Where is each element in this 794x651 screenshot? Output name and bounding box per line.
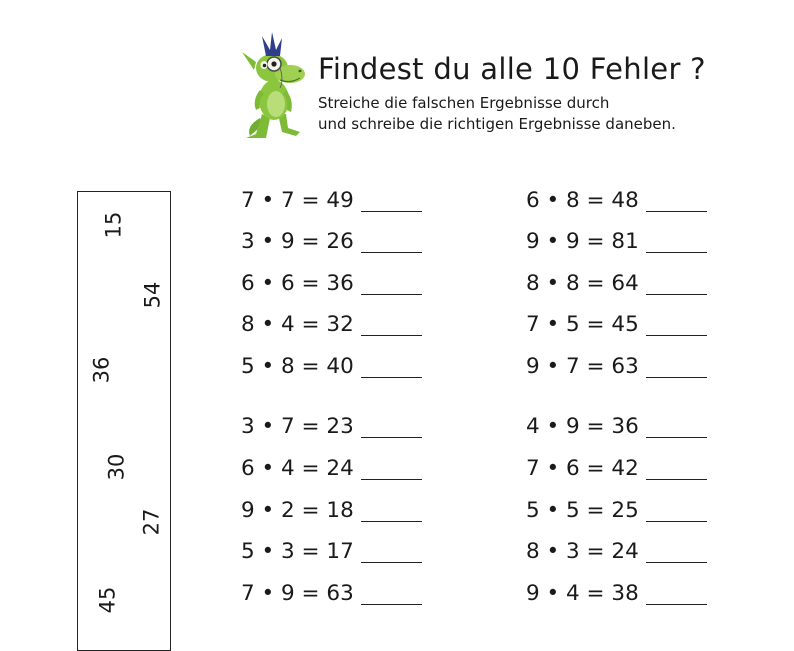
answer-blank[interactable]: [361, 521, 422, 522]
instruction-line-1: Streiche die falschen Ergebnisse durch: [318, 94, 610, 112]
dragon-mascot-illustration: [236, 22, 310, 140]
answer-blank[interactable]: [646, 521, 707, 522]
task-equation: 5 • 8 = 40: [241, 354, 354, 379]
hint-number: 54: [140, 281, 165, 309]
answer-blank[interactable]: [646, 562, 707, 563]
task-equation: 9 • 7 = 63: [526, 354, 639, 379]
task-equation: 3 • 9 = 26: [241, 229, 354, 254]
task-right-1: [526, 188, 639, 214]
answer-blank[interactable]: [361, 252, 422, 253]
answer-blank[interactable]: [646, 211, 707, 212]
task-equation: 7 • 6 = 42: [526, 456, 639, 481]
answer-blank[interactable]: [646, 294, 707, 295]
answer-blank[interactable]: [646, 437, 707, 438]
task-equation: 9 • 4 = 38: [526, 581, 639, 606]
task-left-7: [241, 456, 354, 482]
task-equation: 3 • 7 = 23: [241, 414, 354, 439]
task-right-8: [526, 498, 639, 524]
answer-blank[interactable]: [361, 335, 422, 336]
hint-number: 30: [104, 453, 129, 481]
task-equation: 7 • 7 = 49: [241, 188, 354, 213]
task-right-6: [526, 414, 639, 440]
task-equation: 6 • 6 = 36: [241, 271, 354, 296]
answer-blank[interactable]: [646, 377, 707, 378]
task-equation: 8 • 4 = 32: [241, 312, 354, 337]
task-equation: 5 • 3 = 17: [241, 539, 354, 564]
task-equation: 4 • 9 = 36: [526, 414, 639, 439]
answer-blank[interactable]: [361, 294, 422, 295]
hint-number: 27: [139, 508, 164, 536]
task-left-2: [241, 229, 354, 255]
task-right-9: [526, 539, 639, 565]
task-equation: 6 • 8 = 48: [526, 188, 639, 213]
task-right-7: [526, 456, 639, 482]
task-right-3: [526, 271, 639, 297]
hint-number: 36: [89, 356, 114, 384]
task-right-2: [526, 229, 639, 255]
answer-blank[interactable]: [361, 377, 422, 378]
task-left-4: [241, 312, 354, 338]
hint-number: 45: [95, 586, 120, 614]
task-left-5: [241, 354, 354, 380]
answer-blank[interactable]: [361, 562, 422, 563]
answer-blank[interactable]: [361, 211, 422, 212]
task-equation: 7 • 5 = 45: [526, 312, 639, 337]
answer-blank[interactable]: [646, 479, 707, 480]
answer-blank[interactable]: [646, 604, 707, 605]
task-left-1: [241, 188, 354, 214]
hint-strip: [77, 191, 171, 651]
task-left-3: [241, 271, 354, 297]
task-right-4: [526, 312, 639, 338]
task-right-5: [526, 354, 639, 380]
instruction-line-2: und schreibe die richtigen Ergebnisse daneben.: [318, 115, 676, 133]
page-title: Findest du alle 10 Fehler ?: [318, 52, 706, 86]
task-left-9: [241, 539, 354, 565]
task-equation: 9 • 2 = 18: [241, 498, 354, 523]
answer-blank[interactable]: [646, 252, 707, 253]
task-equation: 5 • 5 = 25: [526, 498, 639, 523]
task-equation: 8 • 8 = 64: [526, 271, 639, 296]
task-equation: 7 • 9 = 63: [241, 581, 354, 606]
task-left-6: [241, 414, 354, 440]
task-right-10: [526, 581, 639, 607]
instructions: [318, 93, 676, 135]
task-equation: 9 • 9 = 81: [526, 229, 639, 254]
task-equation: 6 • 4 = 24: [241, 456, 354, 481]
task-equation: 8 • 3 = 24: [526, 539, 639, 564]
hint-number: 15: [101, 211, 126, 239]
answer-blank[interactable]: [646, 335, 707, 336]
answer-blank[interactable]: [361, 604, 422, 605]
answer-blank[interactable]: [361, 479, 422, 480]
task-left-8: [241, 498, 354, 524]
answer-blank[interactable]: [361, 437, 422, 438]
task-left-10: [241, 581, 354, 607]
